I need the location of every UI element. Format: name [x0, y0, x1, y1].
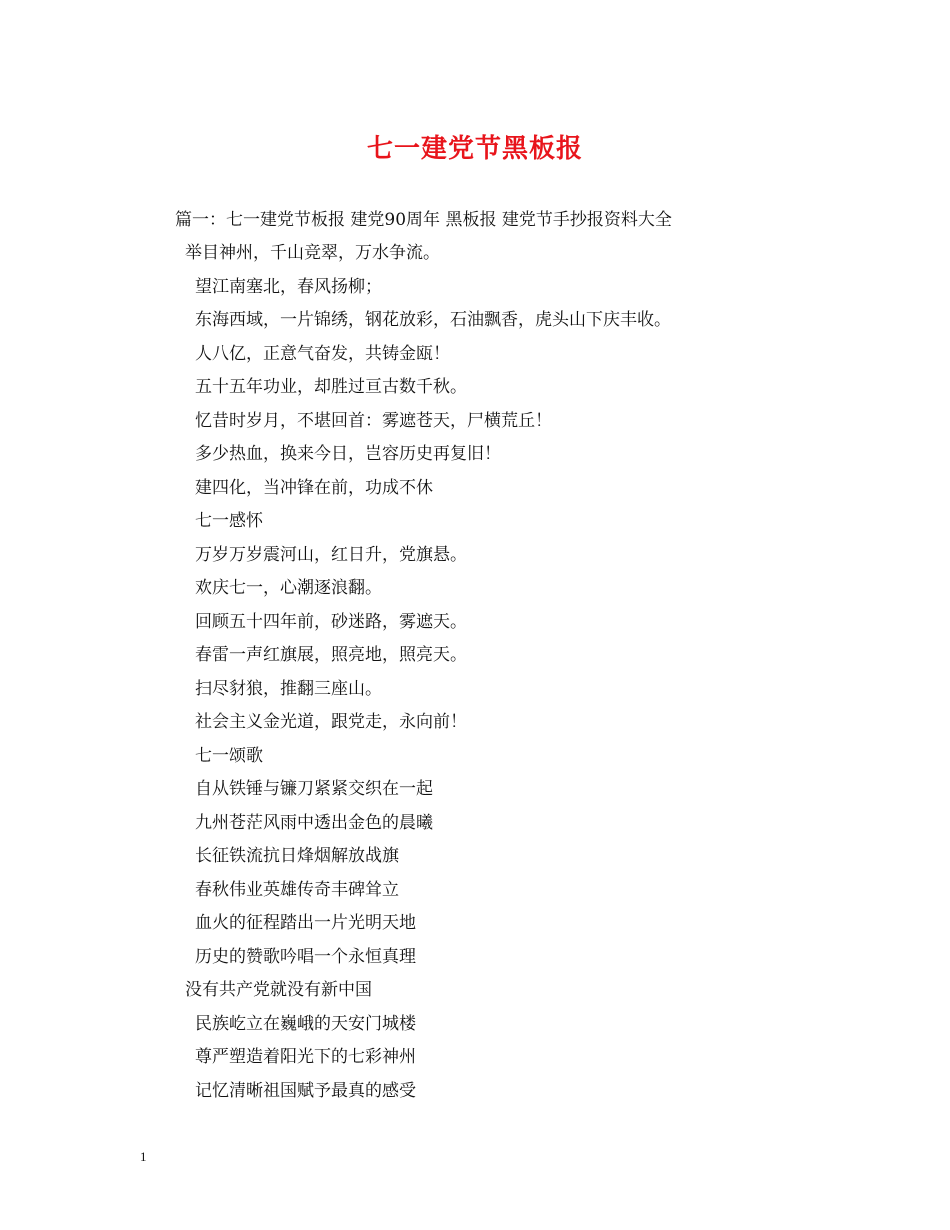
- text-line: 长征铁流抗日烽烟解放战旗: [195, 846, 399, 866]
- text-line: 回顾五十四年前，砂迷路，雾遮天。: [195, 612, 467, 632]
- text-line: 忆昔时岁月，不堪回首：雾遮苍天，尸横荒丘！: [195, 411, 552, 431]
- text-line: 记忆清晰祖国赋予最真的感受: [195, 1081, 416, 1101]
- text-line: 多少热血，换来今日，岂容历史再复旧！: [195, 444, 501, 464]
- text-line: 尊严塑造着阳光下的七彩神州: [195, 1047, 416, 1067]
- text-line: 东海西域，一片锦绣，钢花放彩，石油飘香，虎头山下庆丰收。: [195, 310, 671, 330]
- text-line: 欢庆七一，心潮逐浪翻。: [195, 578, 382, 598]
- text-line: 没有共产党就没有新中国: [185, 980, 372, 1000]
- text-line: 举目神州，千山竞翠，万水争流。: [185, 243, 440, 263]
- text-line: 建四化，当冲锋在前，功成不休: [195, 478, 433, 498]
- text-line: 篇一：七一建党节板报 建党90周年 黑板报 建党节手抄报资料大全: [175, 210, 672, 230]
- text-line: 民族屹立在巍峨的天安门城楼: [195, 1014, 416, 1034]
- text-line: 望江南塞北，春风扬柳；: [195, 277, 382, 297]
- document-title: 七一建党节黑板报: [366, 134, 583, 164]
- section-heading: 七一颂歌: [195, 746, 263, 766]
- text-line: 社会主义金光道，跟党走，永向前！: [195, 712, 467, 732]
- text-line: 春雷一声红旗展，照亮地，照亮天。: [195, 645, 467, 665]
- text-line: 历史的赞歌吟唱一个永恒真理: [195, 947, 416, 967]
- page-number: 1: [140, 1149, 147, 1164]
- text-line: 万岁万岁震河山，红日升，党旗悬。: [195, 545, 467, 565]
- text-line: 春秋伟业英雄传奇丰碑耸立: [195, 880, 399, 900]
- text-line: 九州苍茫风雨中透出金色的晨曦: [195, 813, 433, 833]
- section-heading: 七一感怀: [195, 511, 263, 531]
- text-line: 人八亿，正意气奋发，共铸金瓯！: [195, 344, 450, 364]
- text-line: 五十五年功业，却胜过亘古数千秋。: [195, 377, 467, 397]
- text-line: 血火的征程踏出一片光明天地: [195, 913, 416, 933]
- text-line: 扫尽豺狼，推翻三座山。: [195, 679, 382, 699]
- text-line: 自从铁锤与镰刀紧紧交织在一起: [195, 779, 433, 799]
